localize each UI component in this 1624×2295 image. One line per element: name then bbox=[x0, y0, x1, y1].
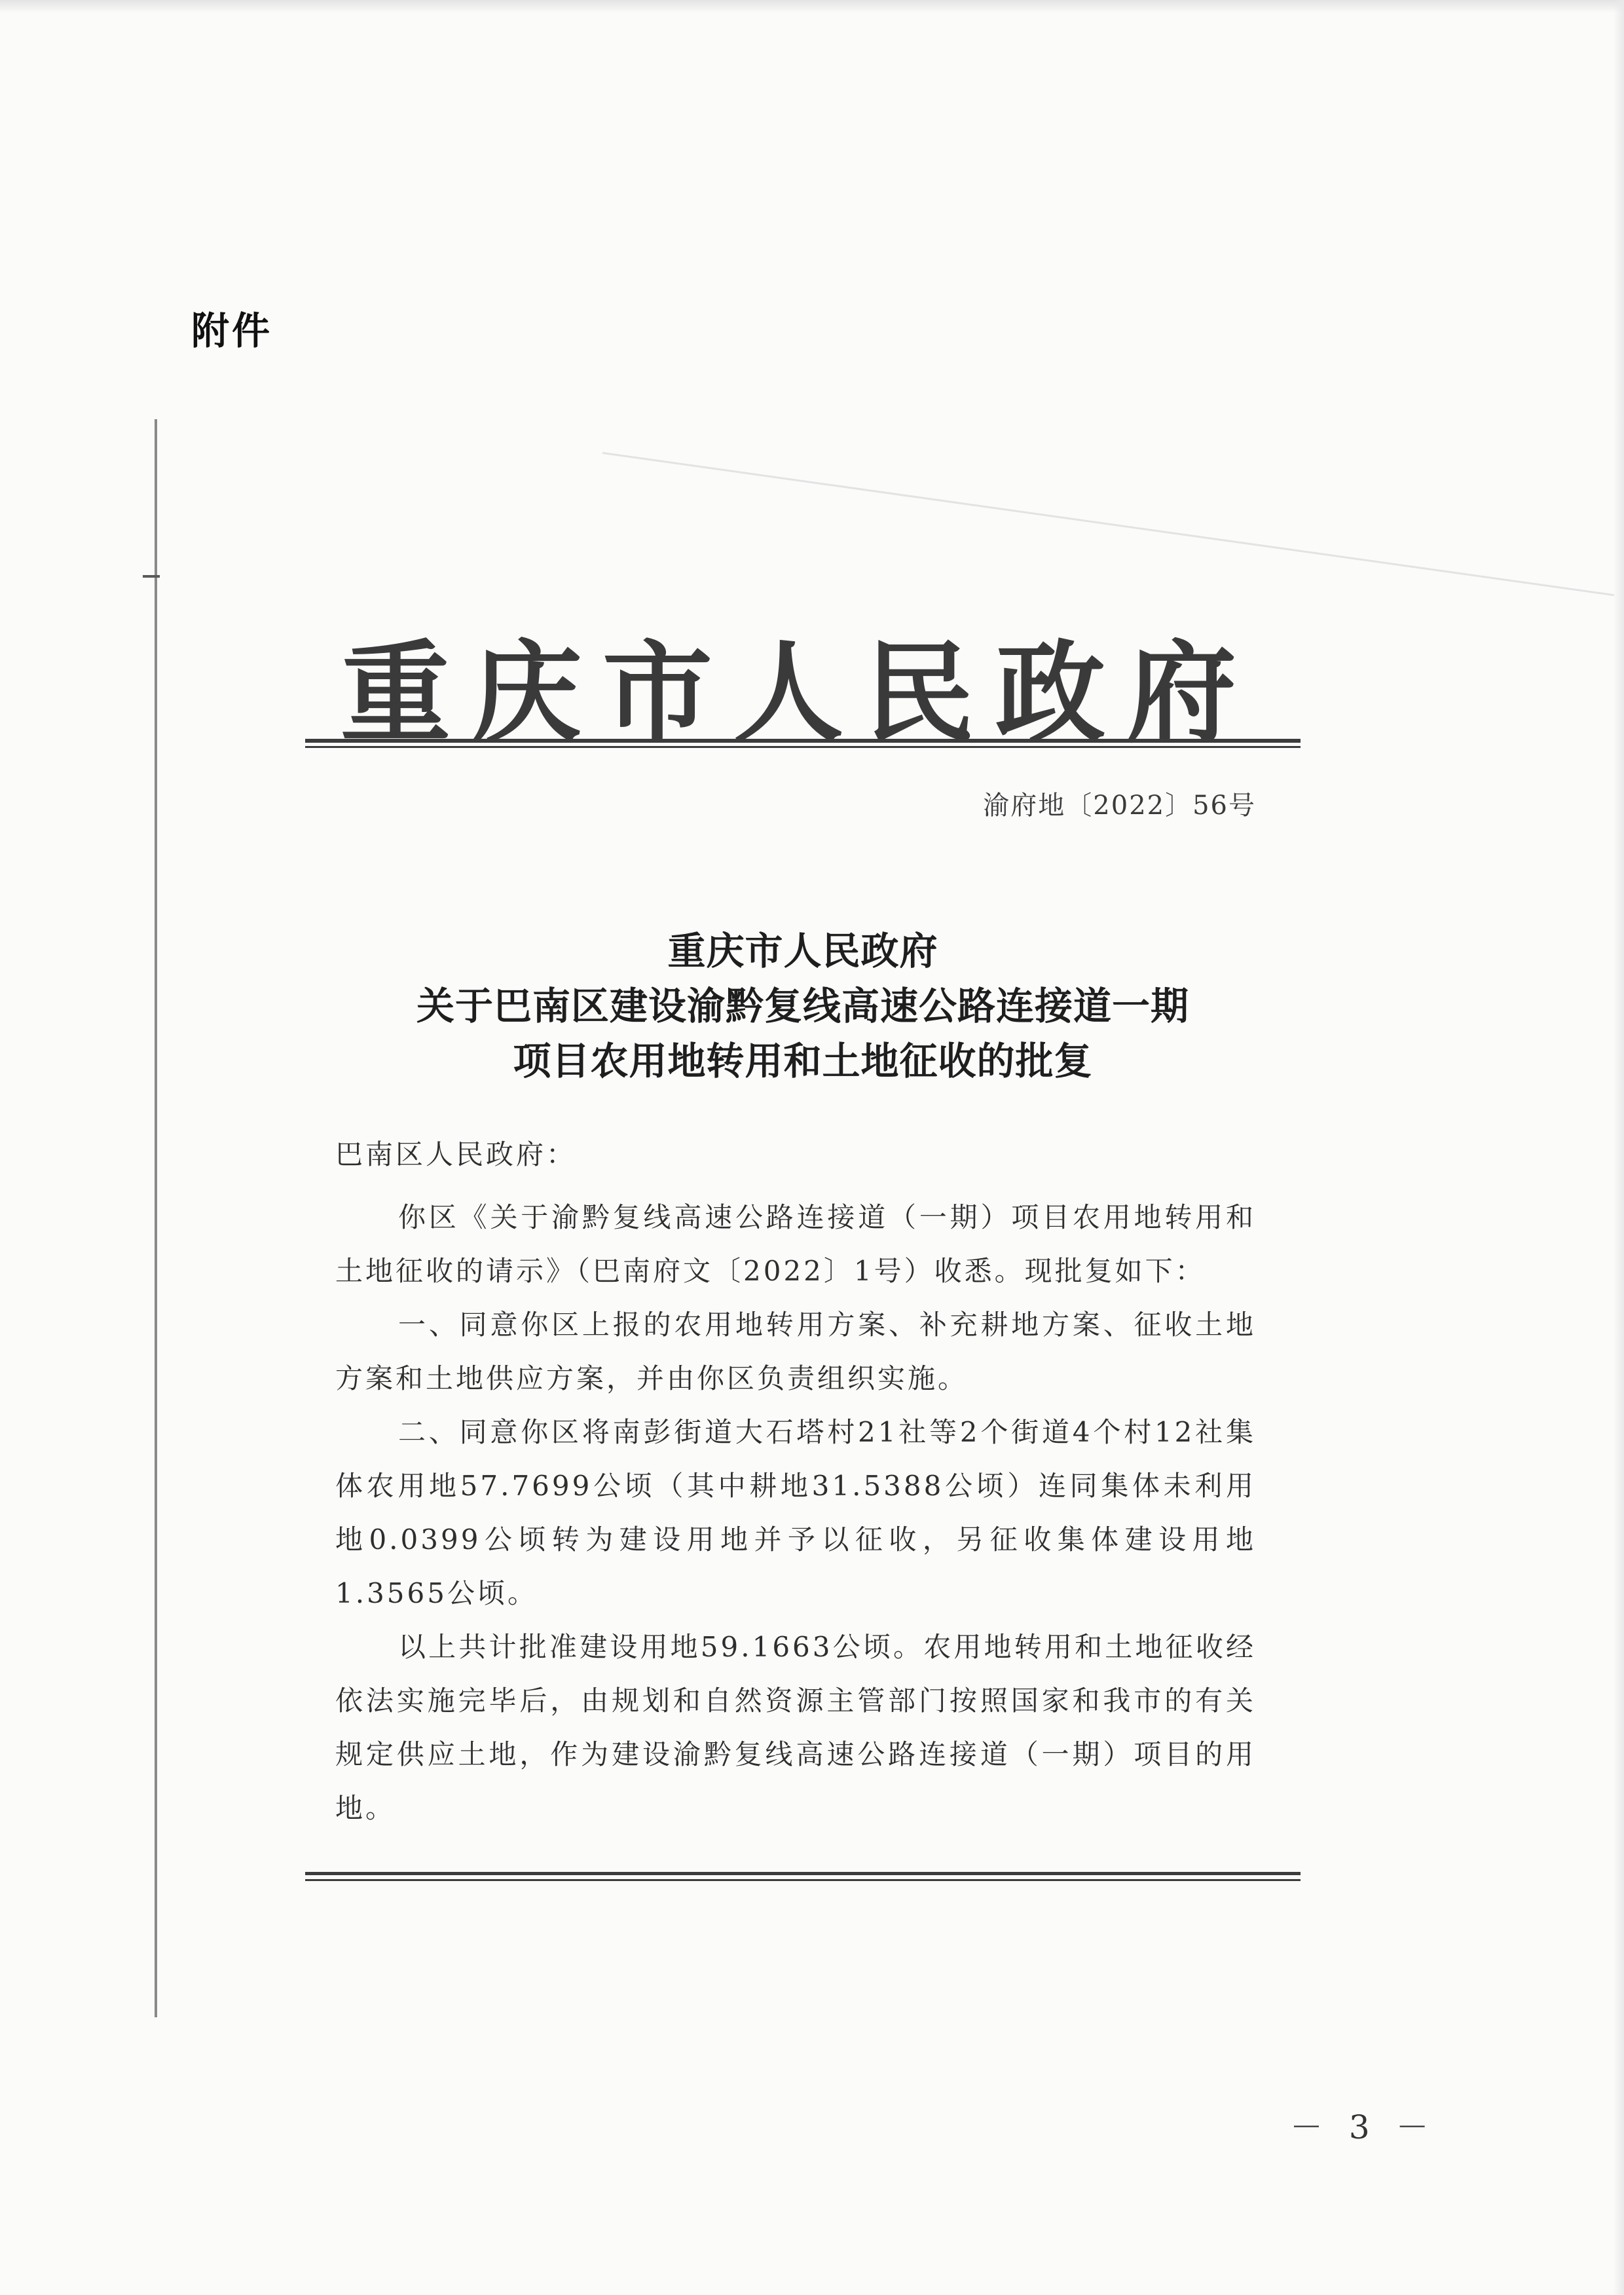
binding-margin-line bbox=[155, 419, 157, 2017]
body-paragraph-1: 你区《关于渝黔复线高速公路连接道（一期）项目农用地转用和土地征收的请示》（巴南府文〔2022〕1号）收悉。现批复如下： bbox=[335, 1201, 1256, 1287]
page-number: － 3 － bbox=[1290, 2108, 1437, 2146]
document-title-line-3: 项目农用地转用和土地征收的批复 bbox=[513, 1039, 1093, 1083]
masthead-divider bbox=[305, 739, 1301, 748]
document-title-line-1: 重庆市人民政府 bbox=[667, 929, 938, 973]
document-title bbox=[305, 924, 1301, 1089]
body-paragraph-4: 以上共计批准建设用地59.1663公顷。农用地转用和土地征收经依法实施完毕后，由规划和自然资源主管部门按照国家和我市的有关规定供应土地，作为建设渝黔复线高速公路连接道（一期）项目的用地。 bbox=[335, 1631, 1256, 1824]
paper-fold-crease bbox=[602, 452, 1614, 596]
issuer-masthead: 重庆市人民政府 bbox=[341, 628, 1257, 758]
footer-divider bbox=[305, 1872, 1301, 1881]
salutation: 巴南区人民政府： bbox=[335, 1138, 577, 1170]
document-number: 渝府地〔2022〕56号 bbox=[983, 791, 1256, 821]
paper-edge-top bbox=[0, 0, 1624, 13]
binding-margin-tick bbox=[143, 575, 160, 578]
document-body bbox=[335, 1191, 1256, 1835]
body-paragraph-2: 一、同意你区上报的农用地转用方案、补充耕地方案、征收土地方案和土地供应方案，并由你区负责组织实施。 bbox=[335, 1309, 1256, 1394]
attachment-label: 附件 bbox=[191, 308, 273, 353]
body-paragraph-3: 二、同意你区将南彭街道大石塔村21社等2个街道4个村12社集体农用地57.7699公顷（其中耕地31.5388公顷）连同集体未利用地0.0399公顷转为建设用地并予以征收，另征收集体建设用地1.3565公顷。 bbox=[335, 1416, 1256, 1609]
document-title-line-2: 关于巴南区建设渝黔复线高速公路连接道一期 bbox=[416, 984, 1189, 1028]
paper-edge-right bbox=[1614, 0, 1624, 2295]
